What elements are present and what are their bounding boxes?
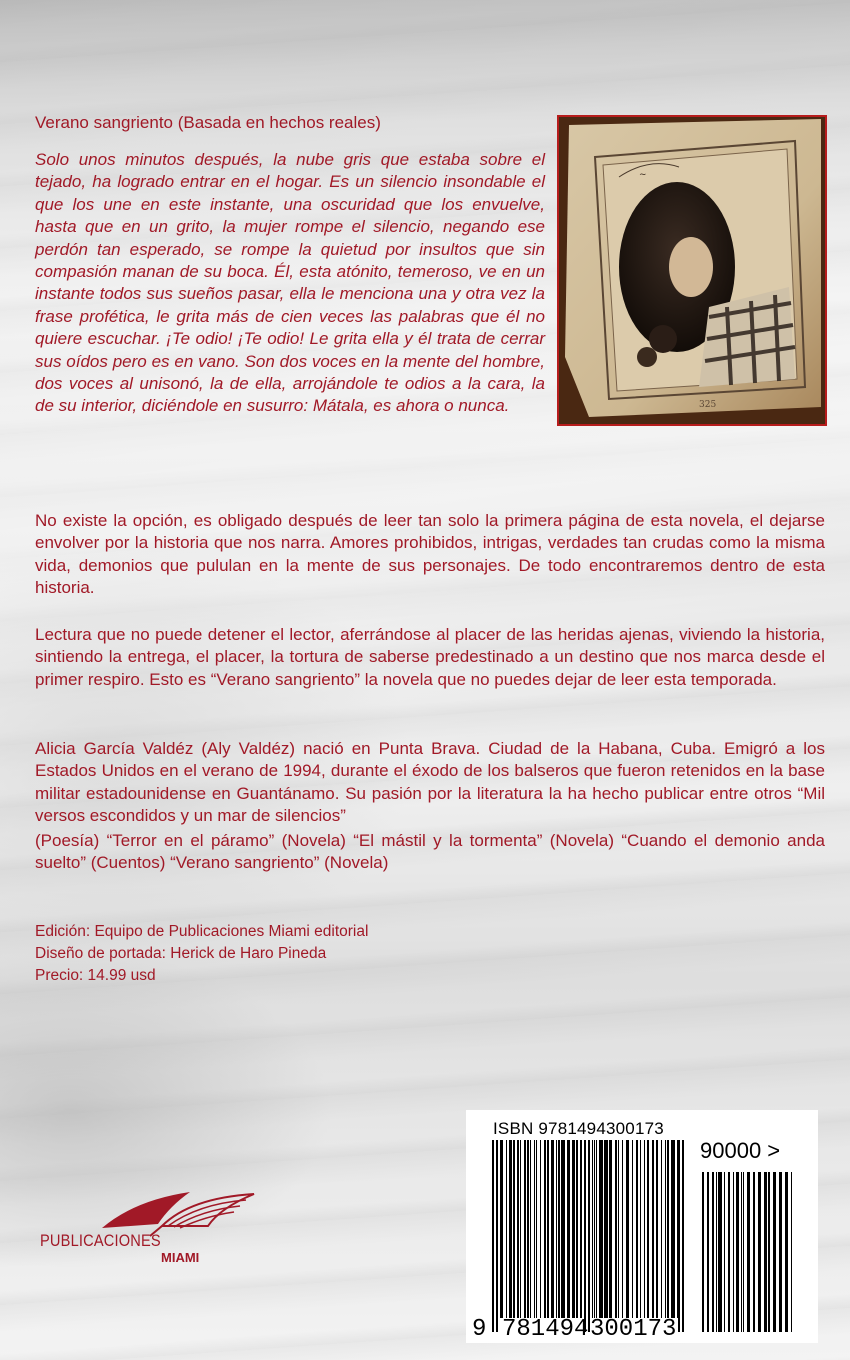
barcode-bar (644, 1140, 645, 1318)
price-code-label: 90000 > (700, 1138, 781, 1163)
barcode-bar (640, 1140, 641, 1318)
barcode-bar (718, 1172, 722, 1332)
barcode-bar (558, 1140, 560, 1318)
barcode-bar (576, 1140, 578, 1318)
barcode-bar (534, 1140, 535, 1318)
barcode-bar (622, 1140, 623, 1318)
barcode-bar (618, 1140, 619, 1318)
barcode-bar (747, 1172, 750, 1332)
barcode-bar (544, 1140, 546, 1318)
barcode-bar (551, 1140, 554, 1318)
barcode-bar (580, 1140, 582, 1318)
barcode-guard-bar (496, 1140, 498, 1332)
logo-wordmark-line1: PUBLICACIONES (40, 1231, 161, 1250)
barcode-bar (604, 1140, 608, 1318)
price-label: Precio: 14.99 usd (35, 967, 156, 984)
barcode-bar (656, 1140, 658, 1318)
barcode-bar (513, 1140, 515, 1318)
barcode-bar (758, 1172, 761, 1332)
barcode-bar (636, 1140, 638, 1318)
isbn-label: ISBN 9781494300173 (493, 1119, 664, 1138)
barcode-bar (632, 1140, 633, 1318)
synopsis-paragraph: No existe la opción, es obligado después de leer tan solo la primera página de esta novela, el dejarse envolver por la historia que nos narra. Amores prohibidos, intrigas, verdades tan crudas como la misma vida, demonios que pululan en la mente de sus personajes. De todo encontraremos dentro de esta historia. (35, 511, 825, 598)
barcode-bar (736, 1172, 739, 1332)
barcode-bar (724, 1172, 725, 1332)
logo-wordmark-line2: MIAMI (161, 1250, 200, 1265)
barcode-bar (652, 1140, 654, 1318)
barcode-bar (677, 1140, 678, 1318)
barcode-bar (517, 1140, 519, 1318)
barcode-bar (509, 1140, 512, 1318)
barcode-bar (647, 1140, 649, 1318)
barcode-bar (753, 1172, 755, 1332)
barcode-guard-bar (492, 1140, 494, 1332)
publisher-logo (40, 1180, 260, 1270)
photo-float-spacer (559, 115, 827, 397)
barcode-bar (594, 1140, 595, 1318)
barcode-guard-bar (682, 1140, 684, 1332)
barcode-bar (712, 1172, 714, 1332)
barcode-bar (556, 1140, 557, 1318)
barcode-bar (785, 1172, 788, 1332)
barcode-bar (615, 1140, 617, 1318)
credits-block (35, 921, 368, 987)
barcode-bar (561, 1140, 565, 1318)
barcode-guard-bar (588, 1140, 590, 1332)
barcode-bar (536, 1140, 537, 1318)
review-paragraph: Lectura que no puede detener el lector, aferrándose al placer de las heridas ajenas, viviendo la historia, sintiendo la entrega, el placer, la tortura de saberse predestinado a un destino que nos marca desde el primer respiro. Esto es “Verano sangriento” la novela que no puedes dejar de leer esta temporada. (35, 625, 825, 689)
book-title-heading: Verano sangriento (Basada en hechos reales) (35, 113, 381, 132)
barcode-bar (728, 1172, 730, 1332)
barcode-bar (530, 1140, 531, 1318)
barcode-bar (741, 1172, 742, 1332)
author-bio-paragraph: Alicia García Valdéz (Aly Valdéz) nació en Punta Brava. Ciudad de la Habana, Cuba. Emigró a los Estados Unidos en el verano de 1994, durante el éxodo de los balseros que fueron retenidos en la base militar estadounidense en Guantánamo. Su pasión por la literatura la ha hecho publicar entre otros “Mil versos escondidos y un mar de silencios” (35, 739, 825, 826)
barcode-digits-left: 781494 (502, 1316, 589, 1343)
photo-page-number: 325 (699, 400, 717, 410)
barcode-bar (791, 1172, 792, 1332)
barcode-bar (707, 1172, 709, 1332)
barcode-bar (527, 1140, 529, 1318)
ean-barcode-bars (466, 1110, 818, 1343)
barcode-bar (500, 1140, 503, 1318)
barcode-bar (596, 1140, 597, 1318)
barcode-bar (671, 1140, 675, 1318)
barcode-guard-bar (584, 1140, 586, 1332)
barcode-bar (506, 1140, 507, 1318)
barcode-bar (779, 1172, 782, 1332)
barcode-bar (661, 1140, 662, 1318)
barcode-bar (572, 1140, 575, 1318)
barcode-bar (667, 1140, 669, 1318)
barcode-bar (665, 1140, 666, 1318)
barcode-bar (702, 1172, 704, 1332)
barcode-bar (592, 1140, 593, 1318)
edition-credit: Edición: Equipo de Publicaciones Miami editorial (35, 923, 369, 940)
svg-text:~: ~ (639, 170, 647, 180)
barcode-bar (768, 1172, 770, 1332)
barcode-bar (599, 1140, 603, 1318)
barcode-bar (567, 1140, 570, 1318)
barcode-bar (743, 1172, 744, 1332)
cover-design-credit: Diseño de portada: Herick de Haro Pineda (35, 945, 327, 962)
barcode-bar (716, 1172, 717, 1332)
barcode-guard-bar (678, 1140, 680, 1332)
works-list-paragraph: (Poesía) “Terror en el páramo” (Novela) “El mástil y la tormenta” (Novela) “Cuando el demonio anda suelto” (Cuentos) “Verano sangriento” (Novela) (35, 831, 825, 873)
barcode-bar (609, 1140, 612, 1318)
isbn-barcode-box (466, 1110, 818, 1343)
excerpt-paragraph: Solo unos minutos después, la nube gris que estaba sobre el tejado, ha logrado entrar en el hogar. Es un silencio insondable el que los une en este instante, una oscuridad que los envuelve, hasta que en un grito, la mujer rompe el silencio, negando ese perdón tan esperado, se rompe la quietud por insultos que sin compasión manan de su boca. Él, esta atónito, temeroso, ve en un instante todos sus sueños pasar, ella le menciona una y otra vez la frase profética, le grita más de cien veces las palabras que él no quiere escuchar. ¡Te odio! ¡Te odio! Le grita ella y él trata de cerrar sus oídos pero es en vano. Son dos voces en la mente del hombre, dos voces al unisonó, la de ella, arrojándole te odios a la cara, la de su interior, diciéndole en susurro: Mátala, es ahora o nunca. (35, 150, 545, 416)
barcode-digit-prefix: 9 (472, 1316, 487, 1343)
barcode-bar (626, 1140, 629, 1318)
barcode-digits-right: 300173 (590, 1316, 677, 1343)
barcode-bar (540, 1140, 541, 1318)
barcode-bar (520, 1140, 521, 1318)
barcode-bar (733, 1172, 734, 1332)
barcode-bar (524, 1140, 526, 1318)
barcode-bar (547, 1140, 549, 1318)
barcode-bar (773, 1172, 776, 1332)
barcode-bar (764, 1172, 767, 1332)
